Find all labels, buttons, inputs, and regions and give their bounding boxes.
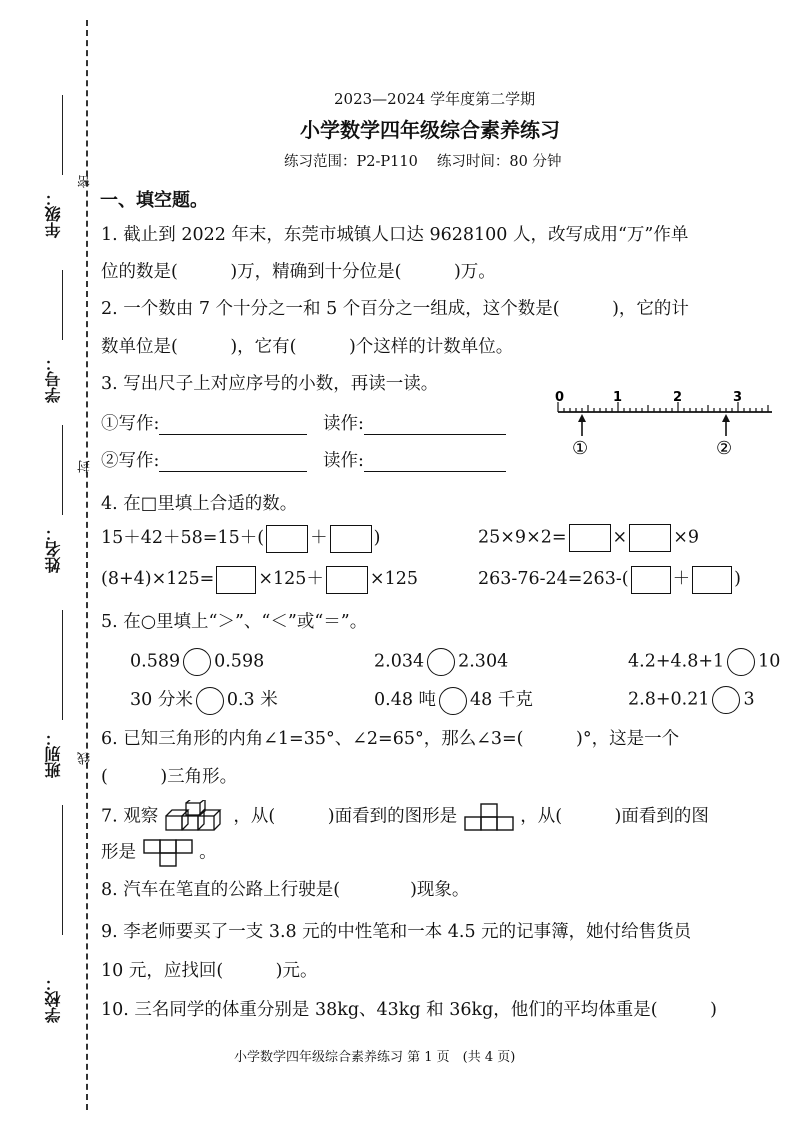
practice-scope: 练习范围：P2-P110 练习时间：80 分钟	[284, 154, 562, 170]
q6-line2: ( )三角形。	[101, 767, 238, 787]
grade-label: 年级：	[44, 190, 63, 238]
q2-line2: 数单位是( )，它有( )个这样的计数单位。	[101, 337, 514, 357]
answer-box[interactable]	[326, 566, 368, 594]
q6-line1: 6. 已知三角形的内角∠1=35°、∠2=65°，那么∠3=( )°，这是一个	[101, 729, 680, 749]
school-line	[62, 805, 63, 935]
q7-line1: 7. 观察 ，从( )面看到的图形是 ，从( )面看到的图	[101, 800, 709, 834]
q4-expr-1: 15＋42＋58=15＋( ＋ )	[101, 524, 380, 553]
q5-instruction: 5. 在○里填上“＞”、“＜”或“＝”。	[101, 612, 368, 632]
answer-box[interactable]	[692, 566, 732, 594]
school-year: 2023—2024 学年度第二学期	[334, 90, 536, 108]
answer-blank[interactable]	[159, 453, 307, 472]
grade-line	[62, 95, 63, 175]
q5-compare-3: 4.2+4.8+1 10	[628, 648, 780, 676]
answer-box[interactable]	[631, 566, 671, 594]
q10-line: 10. 三名同学的体重分别是 38kg、43kg 和 36kg，他们的平均体重是( )	[101, 1000, 717, 1020]
class-label: 班别：	[44, 730, 63, 778]
seal-mark-1: 密	[78, 175, 93, 188]
q4-expr-3: (8+4)×125= ×125＋ ×125	[101, 565, 418, 594]
ruler-mark-2: ②	[716, 438, 733, 459]
compare-circle[interactable]	[196, 687, 224, 715]
q4-instruction: 4. 在□里填上合适的数。	[101, 494, 298, 514]
class-line	[62, 610, 63, 720]
q4-expr-2: 25×9×2= × ×9	[478, 524, 699, 552]
compare-circle[interactable]	[712, 686, 740, 714]
q5-compare-6: 2.8+0.21 3	[628, 686, 755, 714]
answer-box[interactable]	[216, 566, 256, 594]
q3-write-1: ①写作: 读作:	[101, 410, 506, 435]
section-fill-in: 一、填空题。	[100, 190, 208, 211]
view-shape-2-icon	[142, 838, 194, 868]
cube-stack-icon	[164, 800, 228, 834]
q2-line1: 2. 一个数由 7 个十分之一和 5 个百分之一组成，这个数是( )，它的计	[101, 299, 689, 319]
q5-compare-4: 30 分米 0.3 米	[130, 686, 278, 715]
q9-line2: 10 元，应找回( )元。	[101, 961, 318, 981]
answer-box[interactable]	[569, 524, 611, 552]
number-line	[62, 270, 63, 340]
compare-circle[interactable]	[427, 648, 455, 676]
q7-line2: 形是 。	[101, 838, 217, 868]
q3-instruction: 3. 写出尺子上对应序号的小数，再读一读。	[101, 374, 439, 394]
answer-blank[interactable]	[159, 416, 307, 435]
school-label: 学校：	[44, 975, 63, 1023]
page-footer: 小学数学四年级综合素养练习 第 1 页 (共 4 页)	[234, 1050, 516, 1065]
name-line	[62, 425, 63, 515]
student-number-label: 学号：	[44, 355, 63, 403]
ruler-label-1: 1	[613, 390, 623, 405]
name-label: 姓名：	[44, 525, 63, 573]
page-title: 小学数学四年级综合素养练习	[300, 118, 560, 142]
ruler-mark-1: ①	[572, 438, 589, 459]
view-shape-1-icon	[463, 802, 515, 832]
q1-line1: 1. 截止到 2022 年末，东莞市城镇人口达 9628100 人，改写成用“万”作单	[101, 225, 689, 245]
ruler-label-0: 0	[555, 390, 565, 405]
ruler-label-3: 3	[733, 390, 743, 405]
q1-line2: 位的数是( )万，精确到十分位是( )万。	[101, 262, 496, 282]
q3-write-2: ②写作: 读作:	[101, 447, 506, 472]
ruler-figure	[552, 388, 774, 464]
compare-circle[interactable]	[439, 687, 467, 715]
q5-compare-2: 2.034 2.304	[374, 648, 508, 676]
seal-mark-2: 封	[78, 460, 93, 473]
compare-circle[interactable]	[727, 648, 755, 676]
ruler-label-2: 2	[673, 390, 683, 405]
answer-box[interactable]	[629, 524, 671, 552]
q4-expr-4: 263-76-24=263-( ＋ )	[478, 565, 741, 594]
answer-box[interactable]	[330, 525, 372, 553]
compare-circle[interactable]	[183, 648, 211, 676]
q5-compare-1: 0.589 0.598	[130, 648, 264, 676]
answer-box[interactable]	[266, 525, 308, 553]
q5-compare-5: 0.48 吨 48 千克	[374, 686, 533, 715]
seal-mark-3: 线	[78, 752, 93, 765]
q8-line: 8. 汽车在笔直的公路上行驶是( )现象。	[101, 880, 470, 900]
q9-line1: 9. 李老师要买了一支 3.8 元的中性笔和一本 4.5 元的记事簿，她付给售货员	[101, 922, 692, 942]
answer-blank[interactable]	[364, 453, 506, 472]
answer-blank[interactable]	[364, 416, 506, 435]
